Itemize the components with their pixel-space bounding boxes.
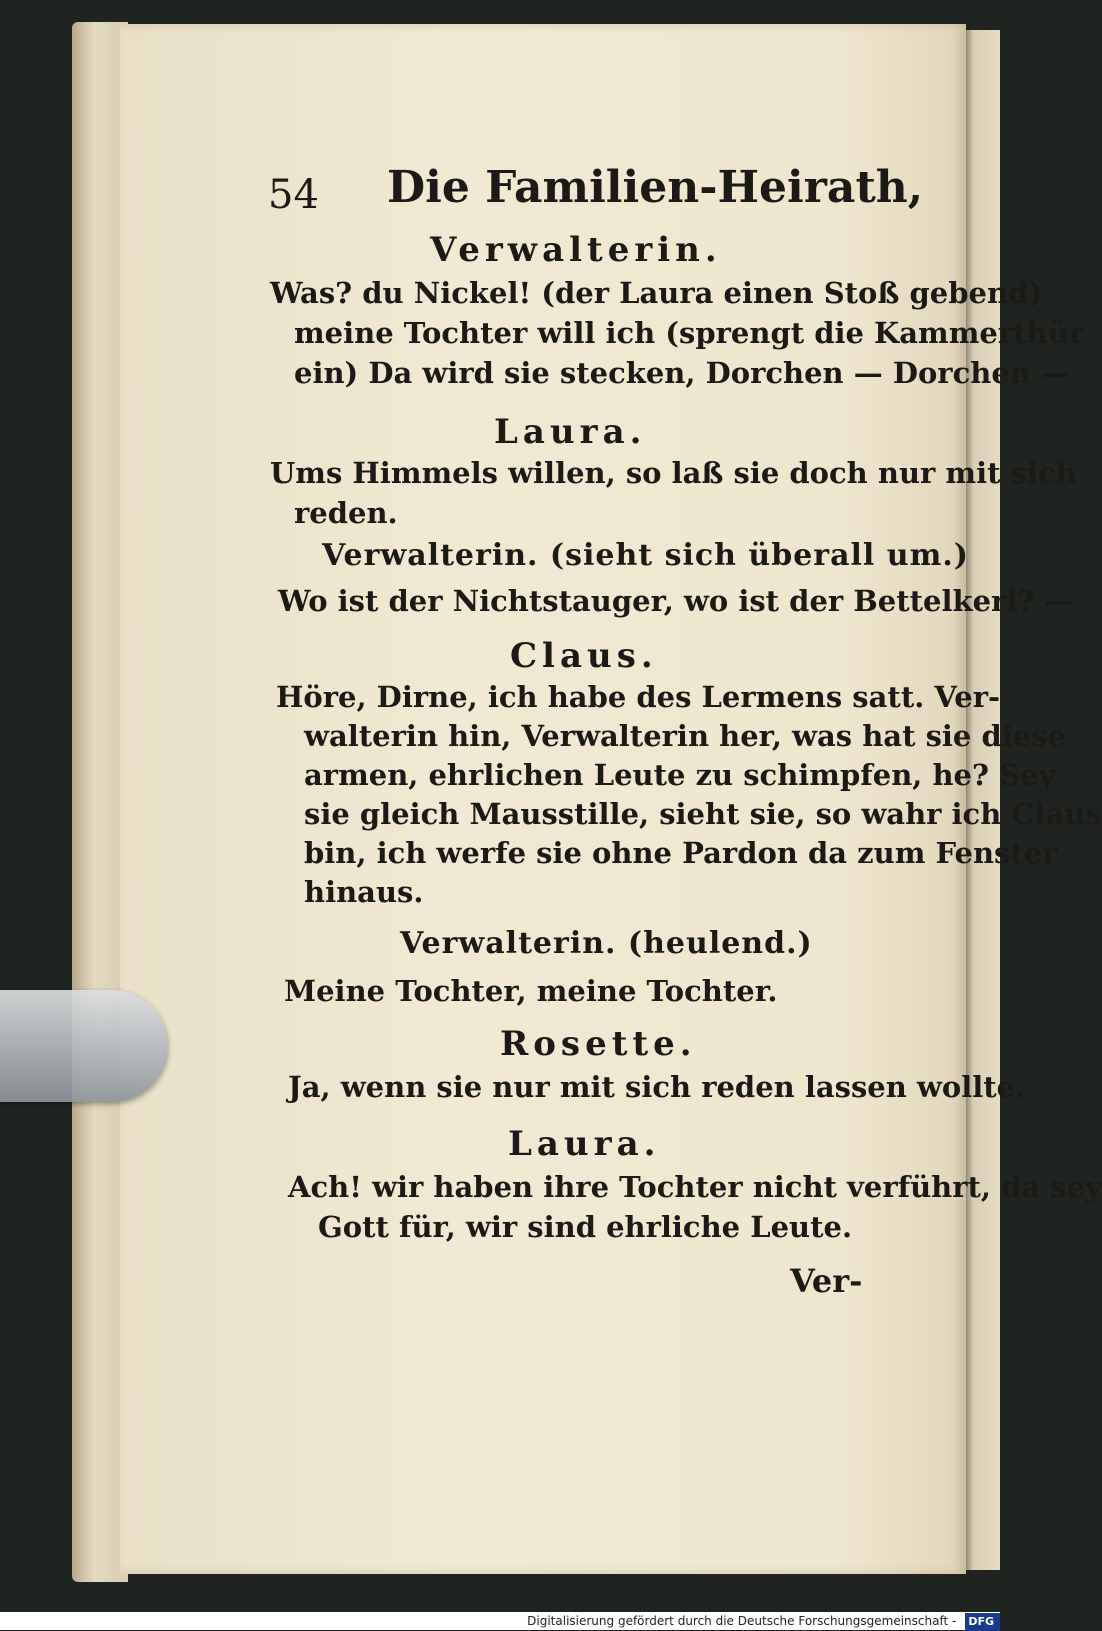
speaker-verwalterin: Verwalterin. [430, 230, 722, 270]
speaker-laura: Laura. [494, 412, 647, 452]
dialogue-line: Ums Himmels willen, so laß sie doch nur mit sich [270, 456, 1077, 490]
dialogue-line: reden. [294, 496, 398, 530]
dialogue-line: walterin hin, Verwalterin her, was hat sie diese [304, 719, 1066, 753]
speaker-verwalterin: Verwalterin. (heulend.) [400, 926, 813, 961]
speaker-verwalterin: Verwalterin. (sieht sich überall um.) [322, 538, 969, 573]
footer-credit: Digitalisierung gefördert durch die Deutsche Forschungsgemeinschaft - [527, 1614, 957, 1628]
dialogue-line: Höre, Dirne, ich habe des Lermens satt. Ver- [276, 680, 1001, 714]
dialogue-line: ein) Da wird sie stecken, Dorchen — Dorchen — [294, 356, 1070, 390]
dialogue-line: sie gleich Mausstille, sieht sie, so wahr ich Claus [304, 797, 1102, 831]
digitization-footer [0, 1612, 1000, 1630]
catchword: Ver- [790, 1262, 863, 1300]
speaker-claus: Claus. [510, 636, 658, 676]
dialogue-line: Ja, wenn sie nur mit sich reden lassen wollte. [288, 1070, 1026, 1104]
page-number: 54 [268, 172, 319, 218]
dialogue-line: meine Tochter will ich (sprengt die Kammerthür [294, 316, 1084, 350]
dialogue-line: armen, ehrlichen Leute zu schimpfen, he? Sey [304, 758, 1056, 792]
dialogue-line: Meine Tochter, meine Tochter. [284, 974, 778, 1008]
dialogue-line: bin, ich werfe sie ohne Pardon da zum Fenster [304, 836, 1058, 870]
running-header: Die Familien-Heirath, [387, 162, 924, 213]
dialogue-line: Was? du Nickel! (der Laura einen Stoß gebend) [270, 276, 1043, 310]
speaker-rosette: Rosette. [500, 1024, 697, 1064]
dialogue-line: Gott für, wir sind ehrliche Leute. [318, 1210, 853, 1244]
dialogue-line: hinaus. [304, 875, 424, 909]
dialogue-line: Wo ist der Nichtstauger, wo ist der Bettelkerl? — [278, 584, 1074, 618]
dfg-logo: DFG [965, 1613, 1000, 1631]
page-clip [0, 990, 168, 1102]
dialogue-line: Ach! wir haben ihre Tochter nicht verführt, da sey [288, 1170, 1102, 1204]
speaker-laura: Laura. [508, 1124, 661, 1164]
